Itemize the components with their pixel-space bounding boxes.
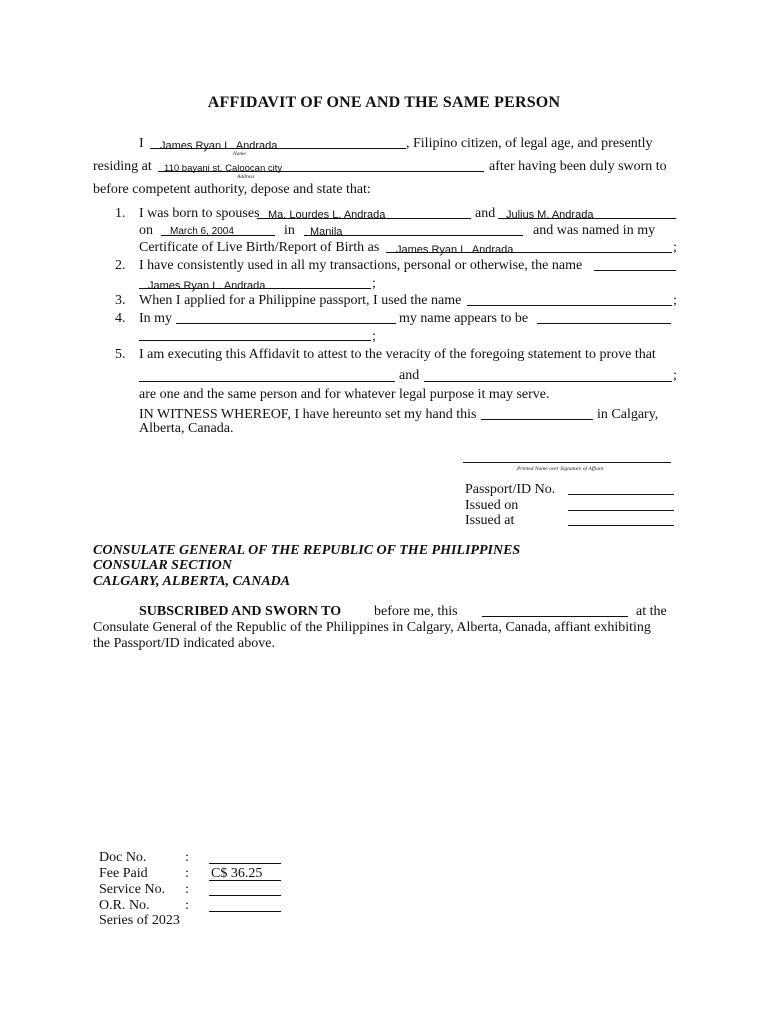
series-label: Series of 2023	[99, 913, 180, 928]
item-4-text-a: In my	[139, 311, 173, 326]
service-no-colon: :	[185, 882, 189, 897]
witness-date-line[interactable]	[481, 419, 593, 420]
service-no-label: Service No.	[99, 882, 166, 897]
jurat-date-line[interactable]	[482, 616, 628, 617]
item-5-text: I am executing this Affidavit to attest to the veracity of the foregoing statement to prove that	[139, 347, 656, 362]
or-no-colon: :	[185, 898, 189, 913]
mother-field[interactable]: Ma. Lourdes L. Andrada	[268, 209, 386, 221]
semicolon-4: ;	[372, 329, 376, 344]
item-3-number: 3.	[115, 293, 126, 308]
citizen-text: , Filipino citizen, of legal age, and presently	[406, 136, 653, 151]
and-1: and	[475, 206, 496, 221]
semicolon-5: ;	[673, 368, 677, 383]
passport-line[interactable]	[568, 494, 674, 495]
item-3-text: When I applied for a Philippine passport, I used the name	[139, 293, 462, 308]
first-name-line[interactable]	[139, 381, 395, 382]
witness-text: IN WITNESS WHEREOF, I have hereunto set my hand this	[139, 407, 477, 422]
address-field[interactable]: 110 bayani st. Caloocan city	[164, 163, 283, 174]
item-4-number: 4.	[115, 311, 126, 326]
jurat-at-the: at the	[636, 604, 667, 619]
issued-on-line[interactable]	[568, 510, 674, 511]
address-caption: Address	[237, 174, 255, 180]
birth-place-field[interactable]: Manila	[310, 226, 343, 238]
issued-at-label: Issued at	[465, 513, 515, 528]
fee-paid-value: C$ 36.25	[211, 866, 263, 881]
signature-caption: Printed Name over Signature of Affiant	[517, 466, 604, 472]
item-1-text: I was born to spouses	[139, 206, 260, 221]
item-5-number: 5.	[115, 347, 126, 362]
service-no-line[interactable]	[209, 895, 281, 896]
issued-on-label: Issued on	[465, 498, 519, 513]
document-title: AFFIDAVIT OF ONE AND THE SAME PERSON	[207, 94, 561, 111]
name-field[interactable]: James Ryan L. Andrada	[160, 140, 278, 152]
on-label: on	[139, 223, 153, 238]
depose-text: before competent authority, depose and state that:	[93, 182, 371, 197]
passport-name-line[interactable]	[467, 305, 672, 306]
semicolon-1: ;	[673, 240, 677, 255]
semicolon-3: ;	[673, 293, 677, 308]
jurat-before: before me, this	[374, 604, 458, 619]
semicolon-2: ;	[372, 276, 376, 291]
used-name-field[interactable]: James Ryan L. Andrada	[148, 280, 266, 292]
item-1-number: 1.	[115, 206, 126, 221]
consulate-line-3: CALGARY, ALBERTA, CANADA	[93, 574, 291, 589]
birth-date-field[interactable]: March 6, 2004	[170, 226, 234, 237]
fee-paid-colon: :	[185, 866, 189, 881]
item-2-text: I have consistently used in all my transactions, personal or otherwise, the name	[139, 258, 583, 273]
name-appears-line-a[interactable]	[537, 323, 671, 324]
in-label: in	[284, 223, 295, 238]
consulate-line-1: CONSULATE GENERAL OF THE REPUBLIC OF THE PHILIPPINES	[93, 543, 521, 558]
cert-text: Certificate of Live Birth/Report of Birth as	[139, 240, 380, 255]
residing-at-label: residing at	[93, 159, 152, 174]
witness-place-2: Alberta, Canada.	[139, 421, 234, 436]
item-2-line-a	[594, 270, 676, 271]
or-no-label: O.R. No.	[99, 898, 150, 913]
witness-place: in Calgary,	[597, 407, 659, 422]
second-name-line[interactable]	[424, 381, 672, 382]
item-4-text-b: my name appears to be	[399, 311, 529, 326]
named-in-my-text: and was named in my	[533, 223, 656, 238]
doc-no-label: Doc No.	[99, 850, 147, 865]
doc-no-line[interactable]	[209, 863, 281, 864]
fee-paid-line	[209, 880, 281, 881]
name-appears-line-b[interactable]	[139, 340, 371, 341]
after-sworn-text: after having been duly sworn to	[489, 159, 667, 174]
name-caption: Name	[233, 151, 246, 157]
consulate-line-2: CONSULAR SECTION	[93, 558, 232, 573]
intro-i: I	[139, 136, 144, 151]
issued-at-line[interactable]	[568, 525, 674, 526]
doc-no-colon: :	[185, 850, 189, 865]
passport-label: Passport/ID No.	[465, 482, 556, 497]
item-2-number: 2.	[115, 258, 126, 273]
signature-line[interactable]	[463, 462, 671, 463]
and-2: and	[399, 368, 420, 383]
fee-paid-label: Fee Paid	[99, 866, 148, 881]
jurat-line-3: the Passport/ID indicated above.	[93, 636, 275, 651]
item-5-tail: are one and the same person and for whatever legal purpose it may serve.	[139, 387, 550, 402]
birth-name-field[interactable]: James Ryan L. Andrada	[396, 244, 514, 256]
or-no-line[interactable]	[209, 911, 281, 912]
jurat-line-2: Consulate General of the Republic of the Philippines in Calgary, Alberta, Canada, affiant exhibiting	[93, 620, 651, 635]
document-type-line[interactable]	[176, 323, 396, 324]
jurat-bold: SUBSCRIBED AND SWORN TO	[139, 604, 342, 619]
father-field[interactable]: Julius M. Andrada	[506, 209, 594, 221]
